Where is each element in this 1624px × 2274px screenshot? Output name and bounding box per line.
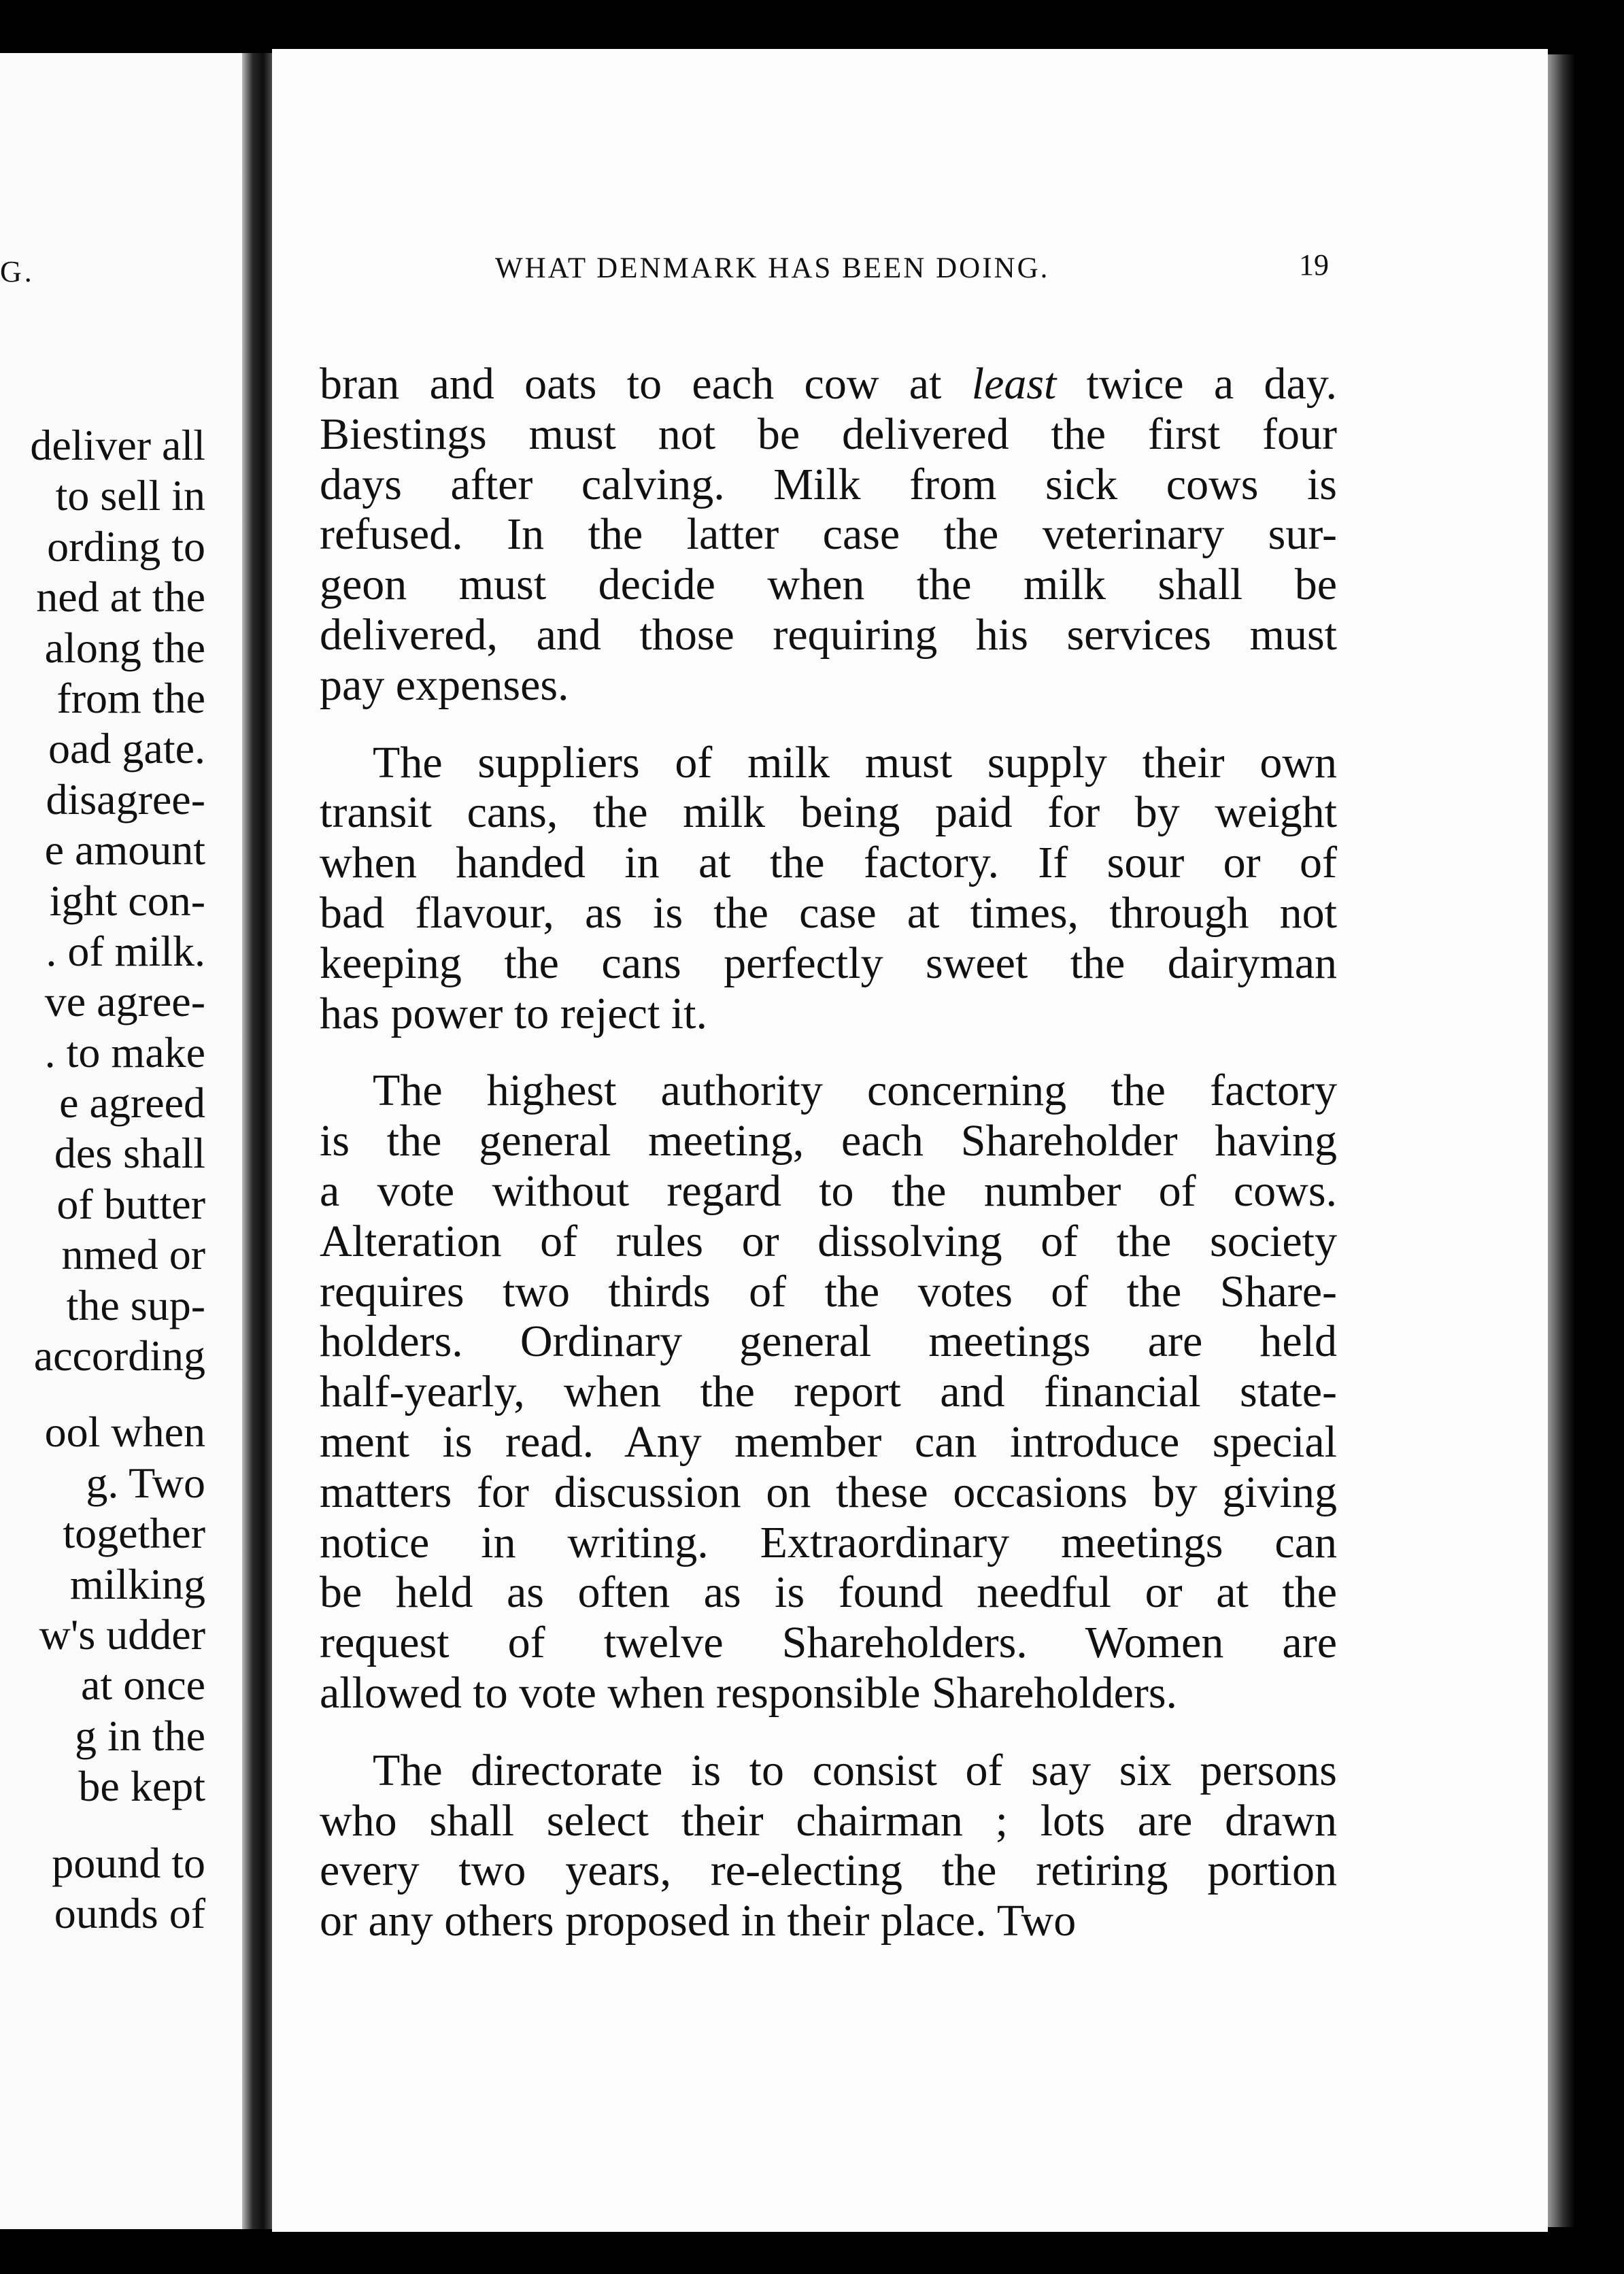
page-edge [1548, 54, 1575, 2227]
text-line: Alteration of rules or dissolving of the society [320, 1216, 1337, 1266]
left-page-line: be kept [78, 1762, 205, 1811]
left-page-line: pound to [52, 1838, 205, 1887]
text-line: be held as often as is found needful or at the [320, 1567, 1337, 1618]
left-page-line: disagree- [46, 775, 205, 824]
text-line: every two years, re-electing the retiring portion [320, 1846, 1337, 1896]
body-text [320, 359, 1337, 1946]
text-line: keeping the cans perfectly sweet the dairyman [320, 938, 1337, 988]
left-page-line: e amount [44, 826, 205, 875]
text-line: has power to reject it. [320, 988, 707, 1038]
left-page-line: deliver all [30, 421, 205, 469]
left-page-line: of butter [56, 1179, 205, 1228]
left-page-line [30, 1381, 205, 1407]
text-line: The suppliers of milk must supply their own [373, 737, 1337, 787]
text-line: allowed to vote when responsible Shareholders. [320, 1667, 1178, 1718]
left-page-line: milking [69, 1559, 205, 1608]
text-line: days after calving. Milk from sick cows is [320, 459, 1337, 509]
text-line: request of twelve Shareholders. Women are [320, 1618, 1337, 1668]
text-line: or any others proposed in their place. Two [320, 1896, 1077, 1946]
text-line: a vote without regard to the number of cows. [320, 1166, 1337, 1216]
running-head: WHAT DENMARK HAS BEEN DOING. [495, 252, 1050, 284]
left-page-line: des shall [54, 1129, 205, 1178]
left-page-line: ned at the [36, 573, 205, 622]
text-line: matters for discussion on these occasions by giving [320, 1467, 1337, 1517]
text-line: holders. Ordinary general meetings are held [320, 1317, 1337, 1367]
text-line: pay expenses. [320, 660, 569, 710]
book-gutter [242, 53, 272, 2229]
left-page-line: ounds of [54, 1888, 205, 1937]
left-page-line: from the [56, 673, 205, 722]
text-line: half-yearly, when the report and financial state- [320, 1367, 1337, 1417]
text-line: when handed in at the factory. If sour or of [320, 838, 1337, 888]
left-page-line: together [63, 1509, 205, 1558]
text-line: who shall select their chairman ; lots are drawn [320, 1795, 1337, 1846]
left-page-line: w's udder [39, 1610, 205, 1659]
text-line: requires two thirds of the votes of the Share- [320, 1266, 1337, 1317]
text-line: notice in writing. Extraordinary meetings can [320, 1517, 1337, 1567]
text-line: delivered, and those requiring his services must [320, 609, 1337, 660]
left-page-line: at once [81, 1661, 205, 1710]
left-page-line [30, 1812, 205, 1838]
left-page-line: to sell in [55, 471, 205, 520]
left-page-line: g in the [75, 1711, 205, 1760]
text-line: is the general meeting, each Shareholder having [320, 1116, 1337, 1166]
paragraph [320, 1746, 1337, 1946]
left-facing-page [0, 53, 242, 2229]
left-page-line: . of milk. [46, 926, 205, 975]
text-line: bad flavour, as is the case at times, through not [320, 887, 1337, 938]
paragraph [320, 738, 1337, 1039]
left-page-line: e agreed [59, 1079, 205, 1127]
text-line: Biestings must not be delivered the first four [320, 409, 1337, 459]
left-page-line: ight con- [49, 876, 205, 925]
text-line: bran and oats to each cow at least twice a day. [320, 359, 1337, 409]
left-page-line: ool when [44, 1408, 205, 1457]
page-number: 19 [1299, 248, 1329, 282]
left-page-line: nmed or [61, 1230, 205, 1279]
left-page-line: ording to [47, 522, 205, 571]
left-page-line: the sup- [66, 1280, 205, 1329]
paragraph-gap [320, 1718, 1337, 1746]
paragraph-gap [320, 711, 1337, 738]
left-page-line: g. Two [86, 1458, 205, 1507]
left-page-line: according [33, 1331, 205, 1380]
text-line: ment is read. Any member can introduce special [320, 1416, 1337, 1467]
text-line: The directorate is to consist of say six persons [373, 1745, 1337, 1795]
paragraph [320, 1066, 1337, 1718]
left-page-text [30, 420, 205, 1939]
paragraph [320, 359, 1337, 711]
italic-word: least [971, 359, 1057, 409]
text-line: geon must decide when the milk shall be [320, 560, 1337, 610]
left-page-line: oad gate. [48, 724, 205, 773]
left-page-line: . to make [44, 1028, 205, 1076]
paragraph-gap [320, 1038, 1337, 1066]
left-page-line: ve agree- [44, 977, 205, 1026]
left-page-running-head: G. [0, 255, 35, 288]
left-page-line: along the [44, 623, 205, 672]
text-line: refused. In the latter case the veterinary sur- [320, 509, 1337, 560]
text-line: The highest authority concerning the factory [373, 1066, 1337, 1116]
text-line: transit cans, the milk being paid for by weight [320, 787, 1337, 838]
